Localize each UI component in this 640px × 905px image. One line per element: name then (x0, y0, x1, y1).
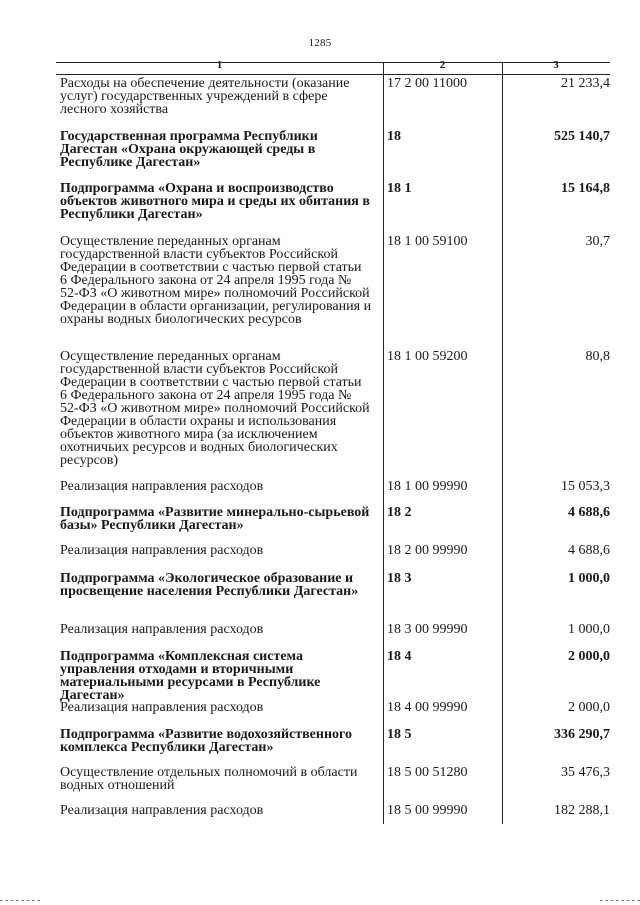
column-header-1: 1 (216, 59, 223, 71)
page-edge-mark (600, 900, 640, 901)
row-name: Подпрограмма «Развитие минерально-сырьевой базы» Республики Дагестан» (60, 505, 370, 533)
row-amount: 21 233,4 (561, 76, 610, 91)
row-code: 18 5 (387, 727, 412, 742)
row-name: Осуществление переданных органам государственной власти субъектов Российской Федерации в соответствии с частью первой статьи 6 Федерального закона от 24 апреля 1995 года № 52-ФЗ «О животном мире» полномочий Российской Федерации в области организации, регулирования и охраны водных биологических ресурсов (60, 234, 372, 327)
row-name: Осуществление отдельных полномочий в области водных отношений (60, 765, 358, 793)
row-amount: 30,7 (585, 234, 610, 249)
row-code: 18 2 (387, 505, 412, 520)
row-amount: 336 290,7 (554, 727, 610, 742)
row-amount: 1 000,0 (568, 571, 610, 586)
row-code: 18 3 (387, 571, 412, 586)
row-name: Подпрограмма «Охрана и воспроизводство объектов животного мира и среды их обитания в Республики Дагестан» (60, 181, 370, 222)
column-header-2: 2 (439, 59, 446, 71)
row-name: Реализация направления расходов (60, 543, 264, 558)
table-header-rule (56, 74, 610, 75)
page-number: 1285 (308, 37, 332, 49)
row-amount: 4 688,6 (568, 543, 610, 558)
row-code: 17 2 00 11000 (387, 76, 467, 91)
row-amount: 525 140,7 (554, 129, 610, 144)
row-code: 18 1 00 99990 (387, 479, 468, 494)
row-amount: 15 164,8 (561, 181, 610, 196)
row-amount: 2 000,0 (568, 649, 610, 664)
row-code: 18 1 00 59200 (387, 349, 468, 364)
table-header (56, 59, 610, 73)
row-amount: 15 053,3 (561, 479, 610, 494)
row-name: Реализация направления расходов (60, 479, 264, 494)
row-code: 18 1 (387, 181, 412, 196)
row-code: 18 4 (387, 649, 412, 664)
row-code: 18 2 00 99990 (387, 543, 468, 558)
row-code: 18 3 00 99990 (387, 622, 468, 637)
row-amount: 2 000,0 (568, 700, 610, 715)
column-divider-1 (383, 62, 384, 824)
row-name: Государственная программа Республики Дагестан «Охрана окружающей среды в Республике Дагестан» (60, 129, 318, 170)
row-amount: 4 688,6 (568, 505, 610, 520)
row-name: Реализация направления расходов (60, 622, 264, 637)
row-amount: 1 000,0 (568, 622, 610, 637)
row-code: 18 (387, 129, 401, 144)
row-name: Реализация направления расходов (60, 803, 264, 818)
row-amount: 80,8 (585, 349, 610, 364)
row-code: 18 5 00 51280 (387, 765, 468, 780)
page-edge-mark (0, 900, 40, 901)
row-code: 18 1 00 59100 (387, 234, 468, 249)
row-name: Подпрограмма «Экологическое образование и просвещение населения Республики Дагестан» (60, 571, 359, 599)
row-amount: 182 288,1 (554, 803, 610, 818)
row-name: Реализация направления расходов (60, 700, 264, 715)
row-code: 18 4 00 99990 (387, 700, 468, 715)
row-name: Подпрограмма «Комплексная система управления отходами и вторичными материальными ресурсами в Республике Дагестан» (60, 649, 321, 703)
row-name: Осуществление переданных органам государственной власти субъектов Российской Федерации в соответствии с частью первой статьи 6 Федерального закона от 24 апреля 1995 года № 52-ФЗ «О животном мире» полномочий Российской Федерации в области охраны и использования объектов животного мира (за исключением охотничьих ресурсов и водных биологических ресурсов) (60, 349, 370, 468)
row-amount: 35 476,3 (561, 765, 610, 780)
row-name: Расходы на обеспечение деятельности (оказание услуг) государственных учреждений в сфере лесного хозяйства (60, 76, 350, 117)
row-name: Подпрограмма «Развитие водохозяйственного комплекса Республики Дагестан» (60, 727, 353, 755)
column-header-3: 3 (553, 59, 559, 71)
row-code: 18 5 00 99990 (387, 803, 468, 818)
